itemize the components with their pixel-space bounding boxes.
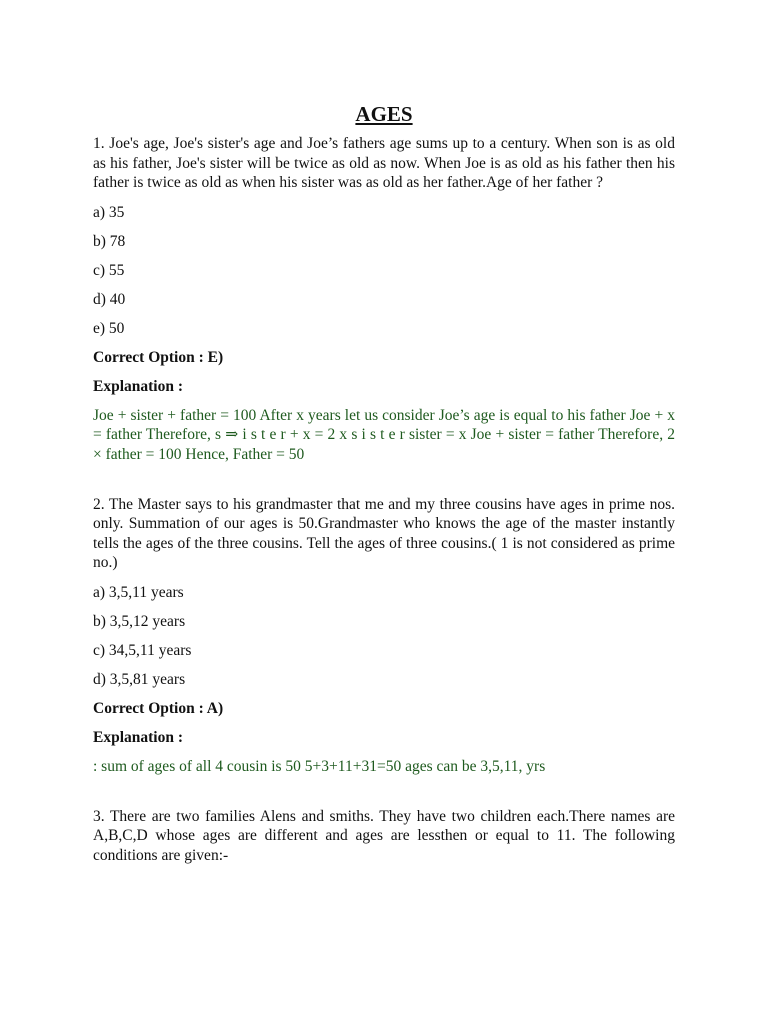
question-2-option-c: c) 34,5,11 years bbox=[93, 641, 192, 659]
question-1-text: 1. Joe's age, Joe's sister's age and Joe’s fathers age sums up to a century. When son is as old as his father, Joe's sister will be twice as old as now. When Joe is as old as his father then his father is twice as old as when his sister was as old as her father.Age of her father ? bbox=[93, 135, 675, 192]
question-spacer bbox=[93, 777, 675, 807]
question-spacer bbox=[93, 465, 675, 495]
question-1-option-b: b) 78 bbox=[93, 232, 126, 250]
question-2-text: 2. The Master says to his grandmaster that me and my three cousins have ages in prime nos. only. Summation of our ages is 50.Grandmaster who knows the age of the master instantly tells the ages of the three cousins. Tell the ages of three cousins.( 1 is not considered as prime no.) bbox=[93, 495, 675, 572]
question-1-explanation: Joe + sister + father = 100 After x years let us consider Joe’s age is equal to his father Joe + x = father Therefore, s ⇒ i s t e r + x = 2 x s i s t e r sister = x Joe + sister = father Therefore, 2 × father = 100 Hence, Father = 50 bbox=[93, 406, 675, 463]
question-2-option-a: a) 3,5,11 years bbox=[93, 583, 184, 601]
question-2-option-d: d) 3,5,81 years bbox=[93, 670, 186, 688]
page-title: AGES bbox=[355, 102, 413, 126]
question-2-explanation: : sum of ages of all 4 cousin is 50 5+3+11+31=50 ages can be 3,5,11, yrs bbox=[93, 757, 546, 775]
question-1-explanation-label: Explanation : bbox=[93, 377, 184, 395]
question-2-option-b: b) 3,5,12 years bbox=[93, 612, 186, 630]
question-1-option-a: a) 35 bbox=[93, 203, 125, 221]
question-2-correct-option: Correct Option : A) bbox=[93, 699, 224, 717]
question-1-option-d: d) 40 bbox=[93, 290, 126, 308]
question-1-option-e: e) 50 bbox=[93, 319, 125, 337]
question-1-correct-option: Correct Option : E) bbox=[93, 348, 224, 366]
question-3-text: 3. There are two families Alens and smiths. They have two children each.There names are A,B,C,D whose ages are different and ages are lessthen or equal to 11. The following conditions are given:- bbox=[93, 807, 675, 864]
document-page bbox=[93, 100, 675, 865]
question-1-option-c: c) 55 bbox=[93, 261, 125, 279]
question-2-explanation-label: Explanation : bbox=[93, 728, 184, 746]
